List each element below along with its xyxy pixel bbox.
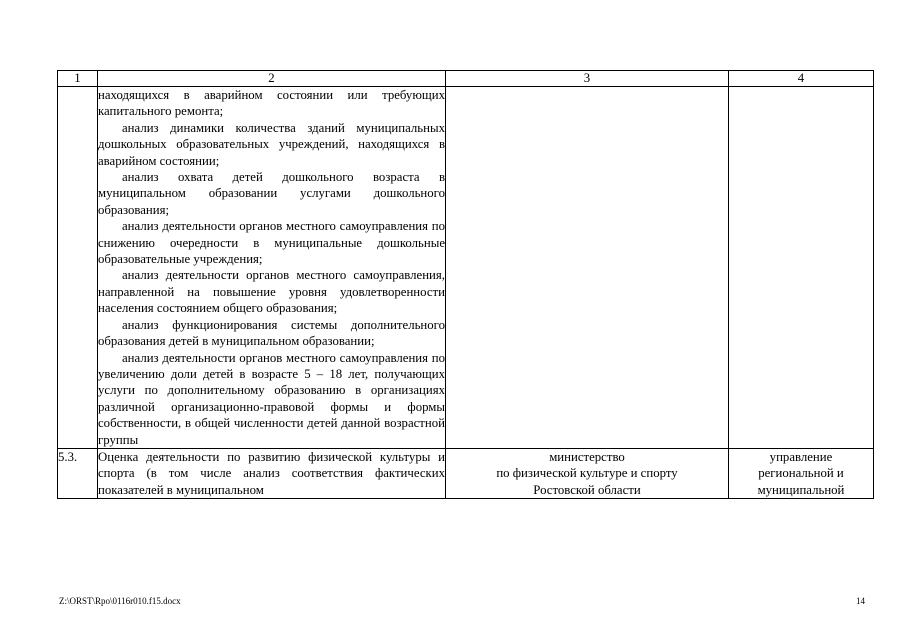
row-col-4-empty: [729, 87, 874, 449]
content-table: [57, 70, 874, 499]
description-paragraph: анализ динамики количества зданий муниципальных дошкольных образовательных учреждений, находящихся в аварийном состоянии;: [98, 120, 445, 168]
department-line-1: управление: [769, 449, 833, 464]
responsible-department: [729, 448, 874, 498]
row-description: [98, 448, 446, 498]
file-path: Z:\ORST\Rpo\0116r010.f15.docx: [59, 596, 181, 606]
header-col-2: 2: [98, 71, 446, 87]
description-paragraph: анализ деятельности органов местного самоуправления, направленной на повышение уровня удовлетворенности населения состоянием общего образования;: [98, 268, 445, 316]
description-paragraph: анализ деятельности органов местного самоуправления по снижению очередности в муниципальные дошкольные образовательные учреждения;: [98, 219, 445, 267]
table-row-5-3: [58, 448, 874, 498]
responsible-ministry: [446, 448, 729, 498]
header-col-1: 1: [58, 71, 98, 87]
header-col-3: 3: [446, 71, 729, 87]
ministry-line-2: по физической культуре и спорту: [496, 466, 678, 481]
department-line-3: муниципальной: [757, 482, 845, 497]
description-paragraph: находящихся в аварийном состоянии или требующих капитального ремонта;: [98, 88, 445, 119]
row-col-3-empty: [446, 87, 729, 449]
description-paragraph: анализ охвата детей дошкольного возраста в муниципальном образовании услугами дошкольного образования;: [98, 170, 445, 217]
table-header-row: [58, 71, 874, 87]
row-number-empty: [58, 87, 98, 449]
row-description-text: Оценка деятельности по развитию физической культуры и спорта (в том числе анализ соответствия фактических показателей в муниципальном: [98, 449, 445, 497]
table-row-continuation: [58, 87, 874, 449]
continuation-description: [98, 87, 446, 449]
description-paragraph: анализ деятельности органов местного самоуправления по увеличению доли детей в возрасте 5 – 18 лет, получающих услуги по дополнительному образованию в организациях различной организационно-правовой формы и формы собственности, в общей численности детей данной возрастной группы: [98, 350, 445, 447]
row-number: 5.3.: [58, 448, 98, 498]
ministry-line-3: Ростовской области: [533, 482, 641, 497]
description-paragraph: анализ функционирования системы дополнительного образования детей в муниципальном образовании;: [98, 317, 445, 349]
header-col-4: 4: [729, 71, 874, 87]
department-line-2: региональной и: [758, 466, 844, 481]
ministry-line-1: министерство: [549, 449, 625, 464]
page-number: 14: [856, 596, 865, 606]
